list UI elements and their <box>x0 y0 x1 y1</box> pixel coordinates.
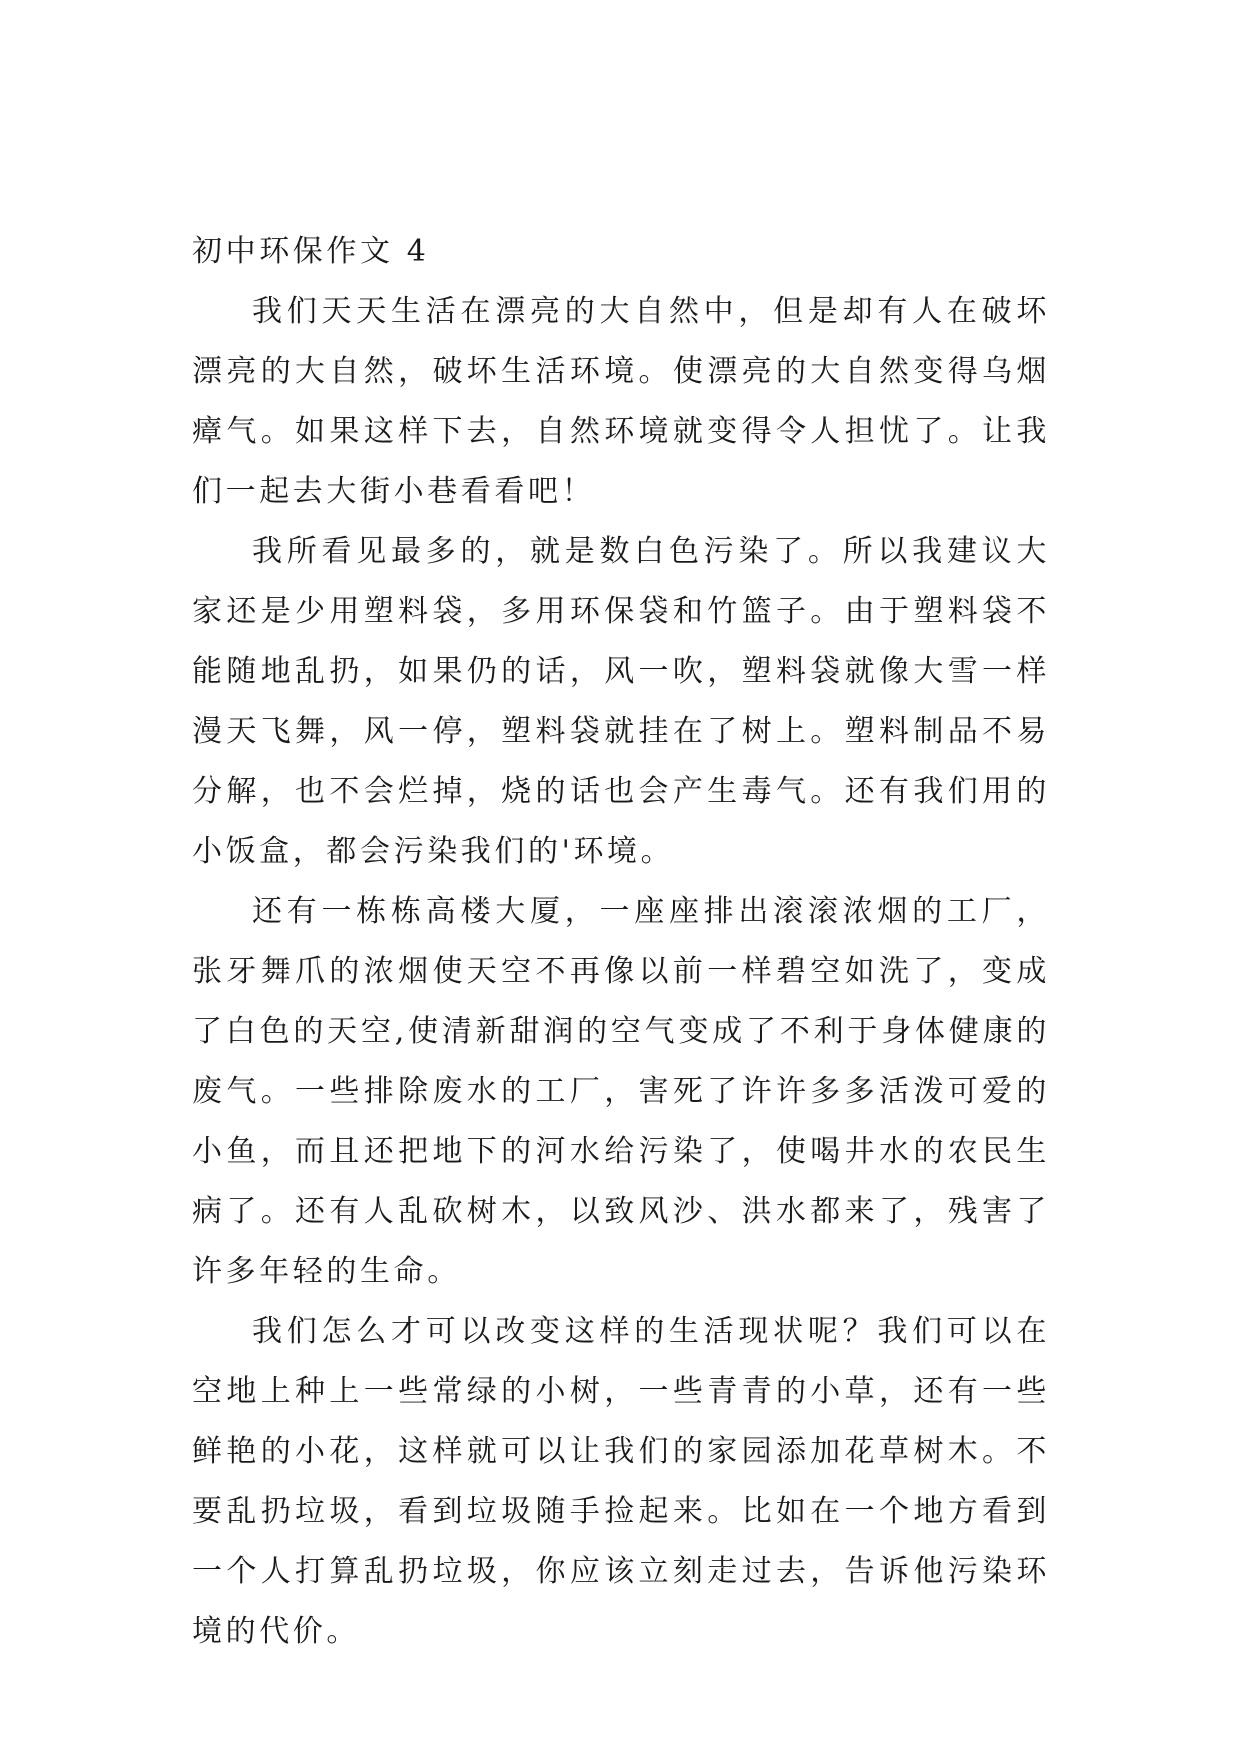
document-body <box>192 222 1050 1662</box>
paragraph-3: 还有一栋栋高楼大厦，一座座排出滚滚浓烟的工厂，张牙舞爪的浓烟使天空不再像以前一样碧空如洗了，变成了白色的天空,使清新甜润的空气变成了不利于身体健康的废气。一些排除废水的工厂，害死了许许多多活泼可爱的小鱼，而且还把地下的河水给污染了，使喝井水的农民生病了。还有人乱砍树木，以致风沙、洪水都来了，残害了许多年轻的生命。 <box>192 894 1050 1289</box>
document-title: 初中环保作文 4 <box>192 234 430 269</box>
paragraph-1: 我们天天生活在漂亮的大自然中，但是却有人在破坏漂亮的大自然，破坏生活环境。使漂亮的大自然变得乌烟瘴气。如果这样下去，自然环境就变得令人担忧了。让我们一起去大街小巷看看吧！ <box>192 294 1050 509</box>
paragraph-2: 我所看见最多的，就是数白色污染了。所以我建议大家还是少用塑料袋，多用环保袋和竹篮子。由于塑料袋不能随地乱扔，如果仍的话，风一吹，塑料袋就像大雪一样漫天飞舞，风一停，塑料袋就挂在了树上。塑料制品不易分解，也不会烂掉，烧的话也会产生毒气。还有我们用的小饭盒，都会污染我们的'环境。 <box>192 534 1050 869</box>
paragraph-4: 我们怎么才可以改变这样的生活现状呢？我们可以在空地上种上一些常绿的小树，一些青青的小草，还有一些鲜艳的小花，这样就可以让我们的家园添加花草树木。不要乱扔垃圾，看到垃圾随手捡起来。比如在一个地方看到一个人打算乱扔垃圾，你应该立刻走过去，告诉他污染环境的代价。 <box>192 1314 1050 1649</box>
